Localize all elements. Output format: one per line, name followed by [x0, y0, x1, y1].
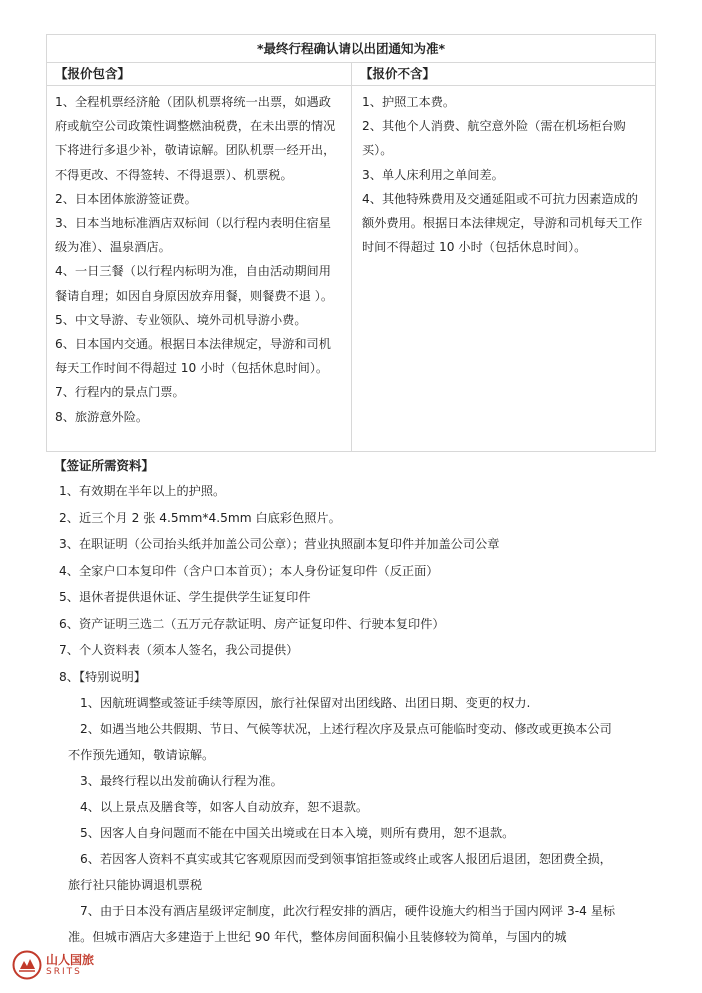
included-item: 3、日本当地标准酒店双标间（以行程内表明住宿星级为准）、温泉酒店。	[55, 216, 331, 255]
logo-emblem-icon	[12, 950, 42, 980]
included-list	[47, 86, 351, 429]
included-item: 7、行程内的景点门票。	[55, 385, 185, 400]
special-notes-list	[46, 690, 666, 950]
included-item: 4、一日三餐（以行程内标明为准，自由活动期间用餐请自理；如因自身原因放弃用餐，则餐费不退 ）。	[55, 264, 334, 303]
logo-name-en: SRITS	[46, 967, 82, 977]
visa-requirement-item: 3、在职证明（公司抬头纸并加盖公司公章）；营业执照副本复印件并加盖公司公章	[59, 537, 500, 551]
visa-header: 【签证所需资料】	[54, 458, 155, 473]
visa-requirement-item: 6、资产证明三选二（五万元存款证明、房产证复印件、行驶本复印件）	[59, 616, 445, 631]
visa-requirement-item: 8、【特别说明】	[59, 669, 146, 684]
excluded-item: 4、其他特殊费用及交通延阻或不可抗力因素造成的额外费用。根据日本法律规定，导游和司机每天工作时间不得超过 10 小时（包括休息时间）。	[362, 191, 643, 255]
special-note-item: 7、由于日本没有酒店星级评定制度，此次行程安排的酒店，硬件设施大约相当于国内网评 3-4 星标准。但城市酒店大多建造于上世纪 90 年代，整体房间面积偏小且装修较为简单，与国内的城	[68, 904, 616, 944]
itinerary-notice-title: *最终行程确认请以出团通知为准*	[47, 35, 655, 63]
visa-requirement-item: 5、退休者提供退休证、学生提供学生证复印件	[59, 590, 311, 604]
special-note-item: 5、因客人自身问题而不能在中国关出境或在日本入境，则所有费用，恕不退款。	[80, 826, 515, 840]
special-note-item: 2、如遇当地公共假期、节日、气候等状况，上述行程次序及景点可能临时变动、修改或更换本公司不作预先通知，敬请谅解。	[68, 722, 612, 762]
included-item: 1、全程机票经济舱（团队机票将统一出票，如遇政府或航空公司政策性调整燃油税费，在未出票的情况下将进行多退少补，敬请谅解。团队机票一经开出，不得更改、不得签转、不得退票）、机票税。	[55, 95, 336, 182]
visa-list	[46, 478, 666, 690]
excluded-item: 1、护照工本费。	[362, 95, 456, 109]
excluded-item: 2、其他个人消费、航空意外险（需在机场柜台购买）。	[362, 119, 626, 158]
included-header: 【报价包含】	[47, 63, 351, 86]
visa-requirement-item: 4、全家户口本复印件（含户口本首页）；本人身份证复印件（反正面）	[59, 563, 439, 578]
visa-requirement-item: 1、有效期在半年以上的护照。	[59, 484, 226, 498]
included-item: 5、中文导游、专业领队、境外司机导游小费。	[55, 312, 307, 327]
special-note-item: 6、若因客人资料不真实或其它客观原因而受到领事馆拒签或终止或客人报团后退团，恕团费全损，旅行社只能协调退机票税	[68, 852, 612, 892]
excluded-list	[352, 86, 655, 259]
price-table	[46, 34, 656, 452]
excluded-header: 【报价不含】	[352, 63, 655, 86]
visa-section	[46, 454, 666, 950]
excluded-column	[352, 63, 655, 451]
special-note-item: 4、以上景点及膳食等，如客人自动放弃，恕不退款。	[80, 800, 369, 814]
visa-requirement-item: 7、个人资料表（须本人签名，我公司提供）	[59, 643, 299, 657]
excluded-item: 3、单人床利用之单间差。	[362, 167, 504, 182]
included-item: 8、旅游意外险。	[55, 409, 149, 424]
company-logo	[12, 950, 94, 980]
special-note-item: 1、因航班调整或签证手续等原因，旅行社保留对出团线路、出团日期、变更的权力.	[80, 696, 531, 710]
logo-name-cn: 山人国旅	[46, 953, 95, 967]
visa-requirement-item: 2、近三个月 2 张 4.5mm*4.5mm 白底彩色照片。	[59, 510, 341, 525]
special-note-item: 3、最终行程以出发前确认行程为准。	[80, 774, 283, 788]
included-item: 6、日本国内交通。根据日本法律规定，导游和司机每天工作时间不得超过 10 小时（包括休息时间）。	[55, 337, 331, 376]
included-column	[47, 63, 352, 451]
included-item: 2、日本团体旅游签证费。	[55, 191, 197, 206]
